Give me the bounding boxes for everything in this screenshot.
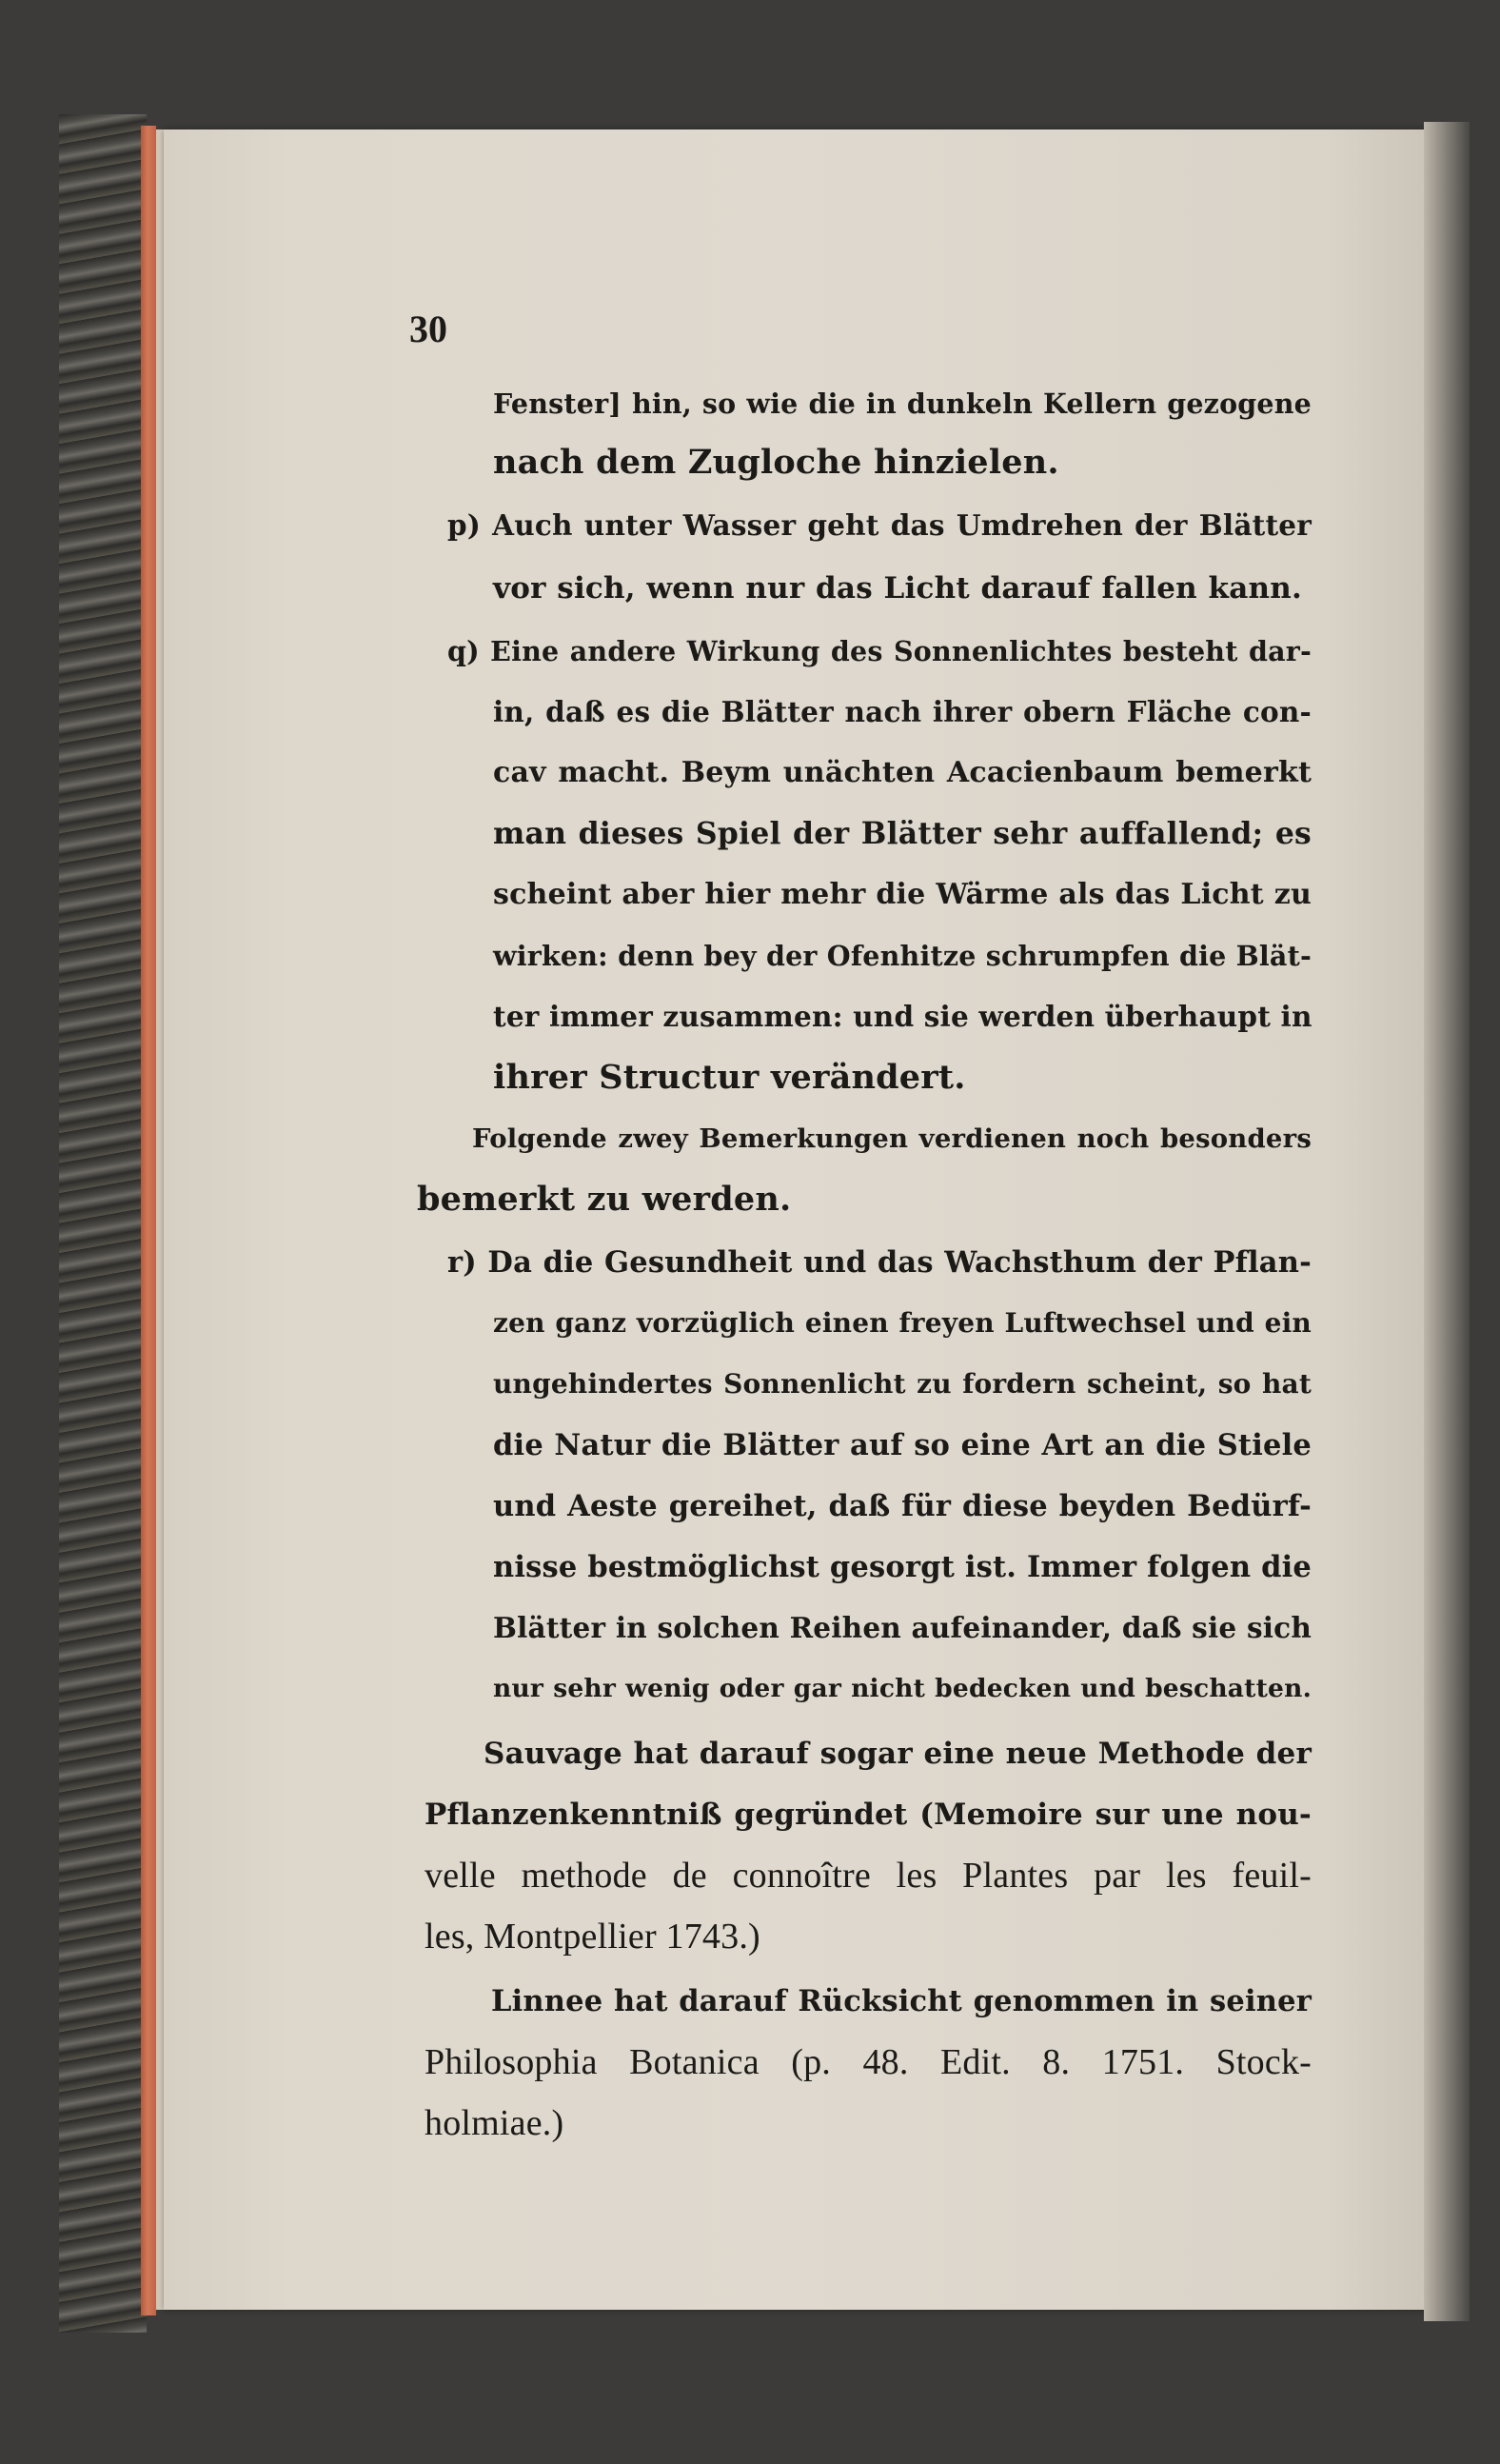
- text-line: die Natur die Blätter auf so eine Art an die Stiele: [493, 1428, 1312, 1462]
- text-line: vor sich, wenn nur das Licht darauf fallen kann.: [493, 571, 1302, 606]
- text-line: Fenster] hin, so wie die in dunkeln Kellern gezogene: [493, 387, 1312, 420]
- text-line: les, Montpellier 1743.): [424, 1917, 760, 1957]
- text-line: Folgende zwey Bemerkungen verdienen noch besonders: [472, 1123, 1312, 1154]
- text-line: q) Eine andere Wirkung des Sonnenlichtes besteht dar-: [447, 635, 1312, 667]
- text-line: Sauvage hat darauf sogar eine neue Methode der: [484, 1737, 1312, 1771]
- text-line: nisse bestmöglichst gesorgt ist. Immer folgen die: [493, 1550, 1312, 1584]
- page-number: 30: [409, 308, 447, 350]
- text-line: Linnee hat darauf Rücksicht genommen in seiner: [491, 1984, 1312, 2018]
- text-line: p) Auch unter Wasser geht das Umdrehen der Blätter: [447, 508, 1312, 542]
- text-line: bemerkt zu werden.: [417, 1180, 792, 1219]
- text-line: holmiae.): [424, 2103, 564, 2143]
- text-line: r) Da die Gesundheit und das Wachsthum der Pflan-: [447, 1245, 1312, 1280]
- text-line: wirken: denn bey der Ofenhitze schrumpfen die Blät-: [493, 940, 1312, 972]
- text-line: in, daß es die Blätter nach ihrer obern Fläche con-: [493, 695, 1312, 728]
- text-line: nur sehr wenig oder gar nicht bedecken und beschatten.: [493, 1674, 1312, 1703]
- text-line: Pflanzenkenntniß gegründet (Memoire sur une nou-: [424, 1798, 1312, 1832]
- text-line: zen ganz vorzüglich einen freyen Luftwechsel und ein: [493, 1307, 1312, 1339]
- text-line: man dieses Spiel der Blätter sehr auffallend; es: [493, 816, 1312, 851]
- text-line: und Aeste gereihet, daß für diese beyden Bedürf-: [493, 1489, 1312, 1523]
- text-line: cav macht. Beym unächten Acacienbaum bemerkt: [493, 756, 1312, 789]
- text-line: ihrer Structur verändert.: [493, 1058, 966, 1097]
- text-line: velle methode de connoître les Plantes par les feuil-: [424, 1856, 1312, 1896]
- text-line: scheint aber hier mehr die Wärme als das Licht zu: [493, 878, 1312, 911]
- text-line: nach dem Zugloche hinzielen.: [493, 443, 1059, 482]
- text-line: Blätter in solchen Reihen aufeinander, daß sie sich: [493, 1611, 1312, 1644]
- text-line: Philosophia Botanica (p. 48. Edit. 8. 1751. Stock-: [424, 2042, 1312, 2082]
- text-line: ungehindertes Sonnenlicht zu fordern scheint, so hat: [493, 1368, 1312, 1400]
- text-line: ter immer zusammen: und sie werden überhaupt in: [493, 1000, 1312, 1033]
